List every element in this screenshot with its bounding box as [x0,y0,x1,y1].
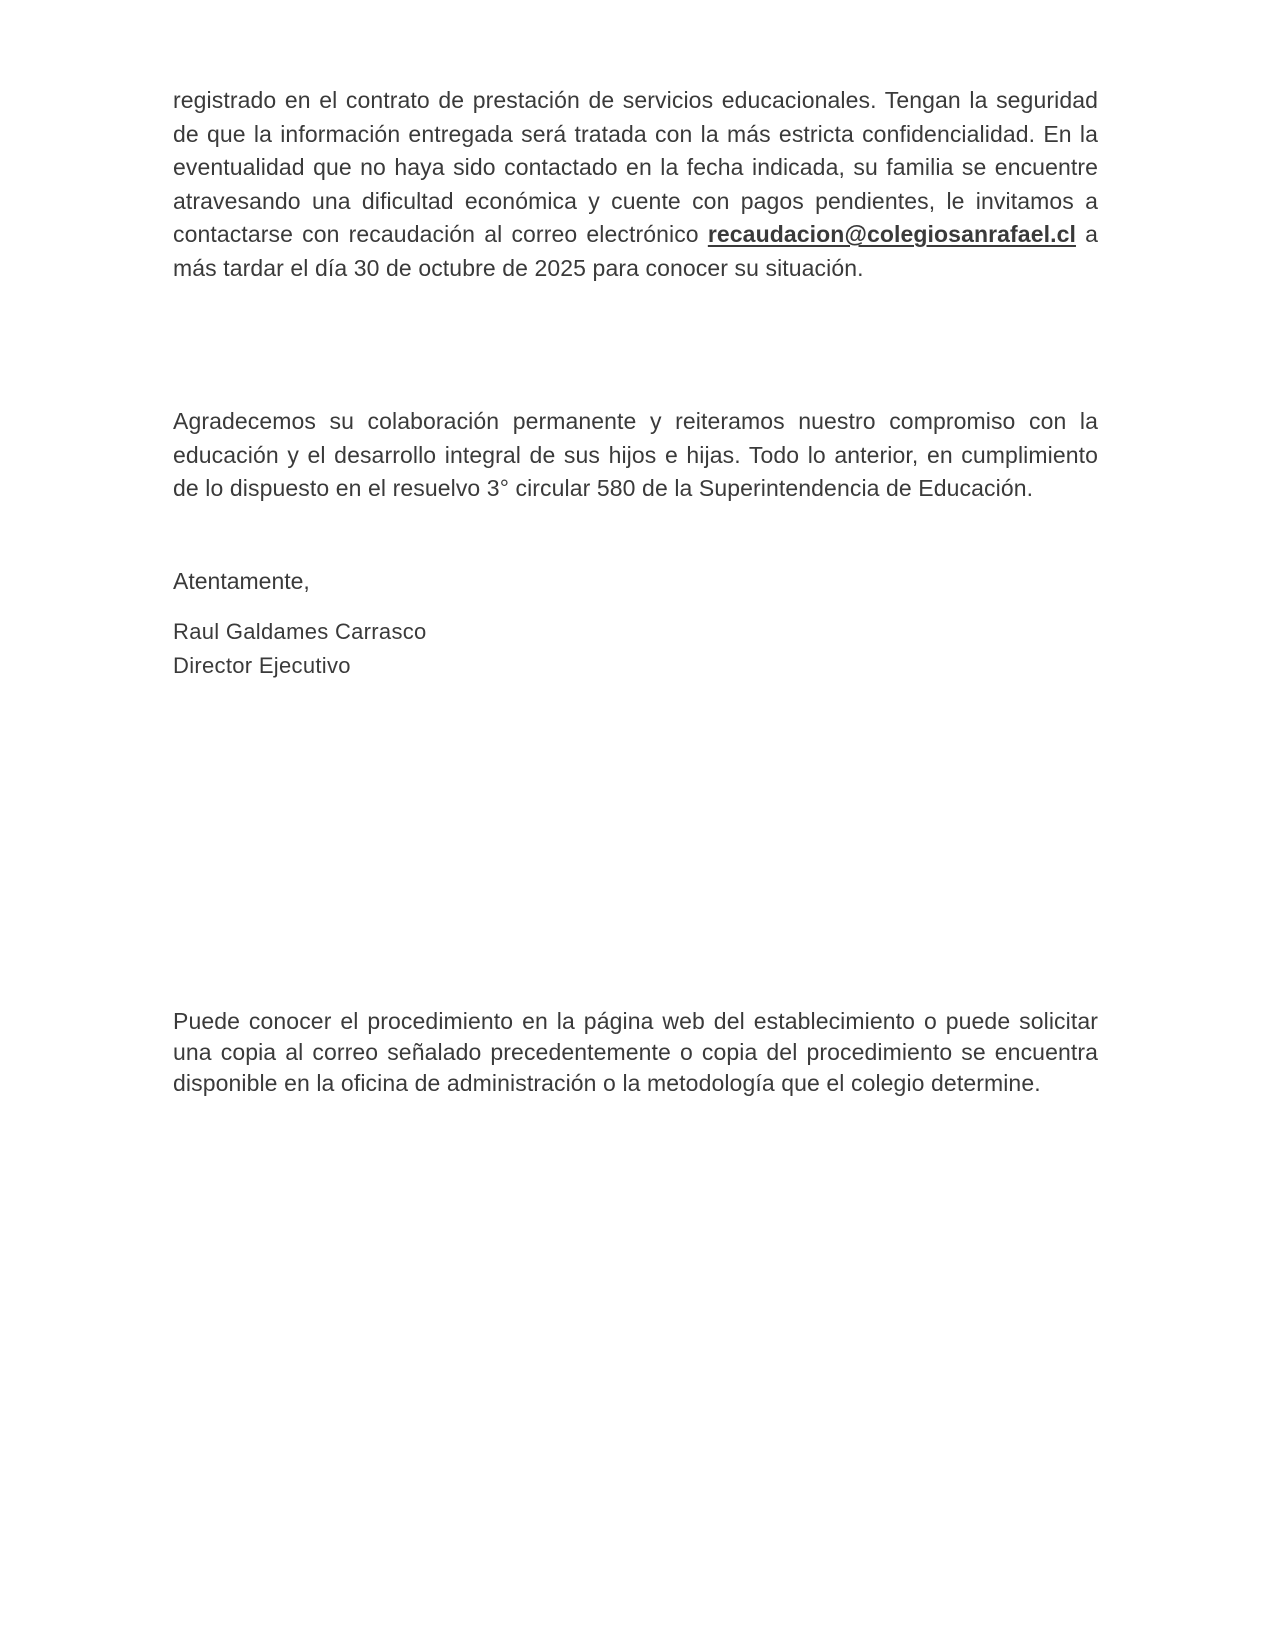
signature-name: Raul Galdames Carrasco [173,619,427,644]
signature-title: Director Ejecutivo [173,653,351,678]
closing-salutation: Atentamente, [173,568,310,594]
recaudacion-email-link[interactable]: recaudacion@colegiosanrafael.cl [707,221,1076,247]
paragraph-contract-confidentiality [173,84,1098,285]
paragraph-procedure-availability: Puede conocer el procedimiento en la página web del establecimiento o puede solicitar una copia al correo señalado precedentemente o copia del procedimiento se encuentra disponible en la oficina de administración o la metodología que el colegio determine. [173,1008,1098,1096]
paragraph-text-before-email: registrado en el contrato de prestación de servicios educacionales. Tengan la seguridad de que la información entregada será tratada con la más estricta confidencialidad. En la eventualidad que no haya sido contactado en la fecha indicada, su familia se encuentre atravesando una dificultad económica y cuente con pagos pendientes, le invitamos a contactarse con recaudación al correo electrónico [173,87,1098,247]
paragraph-thanks-compliance: Agradecemos su colaboración permanente y reiteramos nuestro compromiso con la educación y el desarrollo integral de sus hijos e hijas. Todo lo anterior, en cumplimiento de lo dispuesto en el resuelvo 3° circular 580 de la Superintendencia de Educación. [173,408,1098,501]
paragraph-text-after-email: a más tardar el día 30 de octubre de 2025 para conocer su situación. [173,221,1098,281]
signature-block [173,616,1098,682]
